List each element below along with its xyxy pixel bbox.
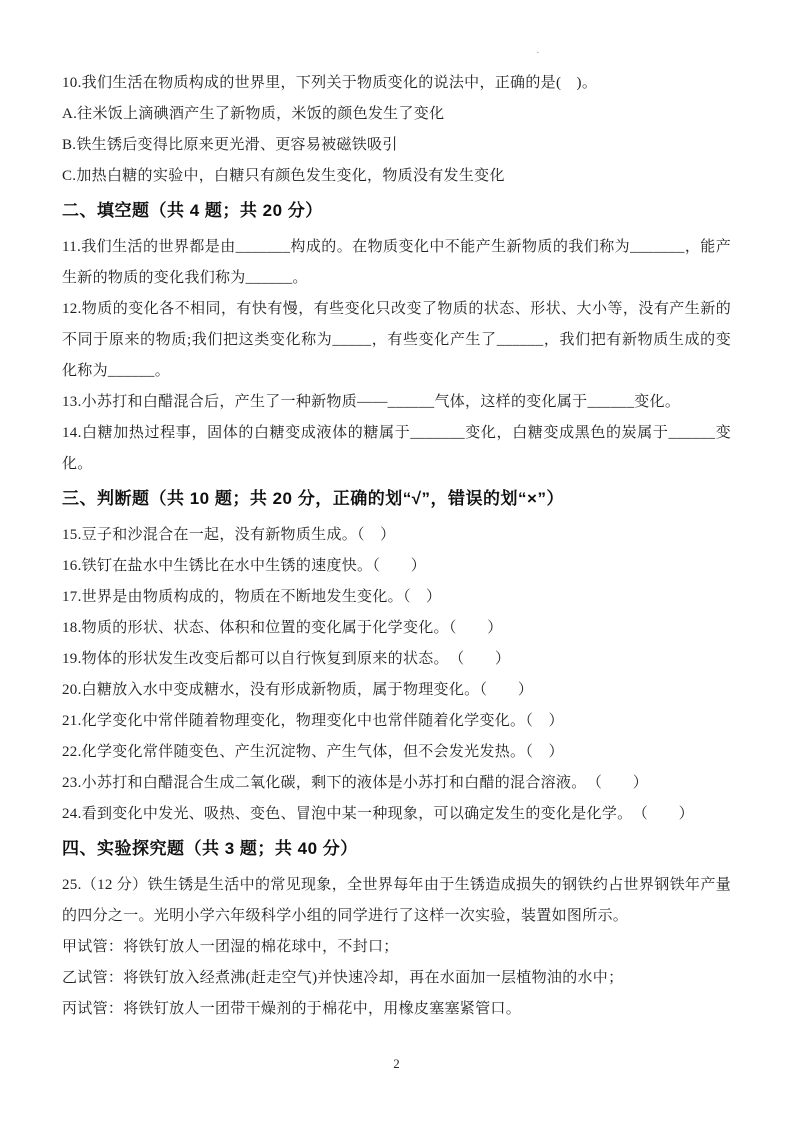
question-15: 15.豆子和沙混合在一起，没有新物质生成。（ ） (62, 527, 396, 543)
question-10-option-c: C.加热白糖的实验中，白糖只有颜色发生变化，物质没有发生变化 (62, 168, 505, 184)
question-21: 21.化学变化中常伴随着物理变化，物理变化中也常伴随着化学变化。（ ） (62, 713, 564, 729)
question-17: 17.世界是由物质构成的，物质在不断地发生变化。（ ） (62, 589, 442, 605)
question-25-tube-bing: 丙试管：将铁钉放人一团带干燥剂的于棉花中，用橡皮塞塞紧管口。 (62, 1001, 522, 1017)
section-heading-fill-in-blank: 二、填空题（共 4 题；共 20 分） (62, 201, 323, 220)
question-25-stem: 25.（12 分）铁生锈是生活中的常见现象，全世界每年由于生锈造成损失的钢铁约占世界钢铁年产量的四分之一。光明小学六年级科学小组的同学进行了这样一次实验，装置如图所示。 (62, 877, 731, 924)
question-12: 12.物质的变化各不相同，有快有慢，有些变化只改变了物质的状态、形状、大小等，没有产生新的不同于原来的物质;我们把这类变化称为_____，有些变化产生了______，我们把有新物质生成的变化称为______。 (62, 301, 731, 379)
question-18: 18.物质的形状、状态、体积和位置的变化属于化学变化。（ ） (62, 620, 503, 636)
question-19: 19.物体的形状发生改变后都可以自行恢复到原来的状态。 （ ） (62, 651, 511, 667)
question-20: 20.白糖放入水中变成糖水，没有形成新物质，属于物理变化。（ ） (62, 682, 534, 698)
question-16: 16.铁钉在盐水中生锈比在水中生锈的速度快。（ ） (62, 558, 427, 574)
question-25-tube-yi: 乙试管：将铁钉放入经煮沸(赶走空气)并快速冷却，再在水面加一层植物油的水中； (62, 970, 624, 986)
question-25-tube-jia: 甲试管：将铁钉放人一团湿的棉花球中，不封口； (62, 939, 399, 955)
question-10-option-a: A.往米饭上滴碘酒产生了新物质，米饭的颜色发生了变化 (62, 106, 445, 122)
question-14: 14.白糖加热过程事，固体的白糖变成液体的糖属于_______变化，白糖变成黑色的炭属于______变化。 (62, 425, 731, 472)
question-10-option-b: B.铁生锈后变得比原来更光滑、更容易被磁铁吸引 (62, 137, 398, 153)
question-22: 22.化学变化常伴随变色、产生沉淀物、产生气体，但不会发光发热。（ ） (62, 744, 564, 760)
question-13: 13.小苏打和白醋混合后，产生了一种新物质——______气体，这样的变化属于______变化。 (62, 394, 681, 410)
section-heading-true-false: 三、判断题（共 10 题；共 20 分，正确的划“√”，错误的划“×”） (62, 489, 564, 508)
question-23: 23.小苏打和白醋混合生成二氧化碳，剩下的液体是小苏打和白醋的混合溶液。 （ ） (62, 775, 649, 791)
section-heading-experiment: 四、实验探究题（共 3 题；共 40 分） (62, 839, 358, 858)
stray-dot-mark: · (536, 47, 540, 59)
question-10-stem: 10.我们生活在物质构成的世界里，下列关于物质变化的说法中，正确的是( )。 (62, 75, 598, 91)
question-11: 11.我们生活的世界都是由_______构成的。在物质变化中不能产生新物质的我们称为_______，能产生新的物质的变化我们称为______。 (62, 239, 731, 286)
question-24: 24.看到变化中发光、吸热、变色、冒泡中某一种现象，可以确定发生的变化是化学。 （ ） (62, 806, 694, 822)
page-number: 2 (393, 1056, 400, 1071)
